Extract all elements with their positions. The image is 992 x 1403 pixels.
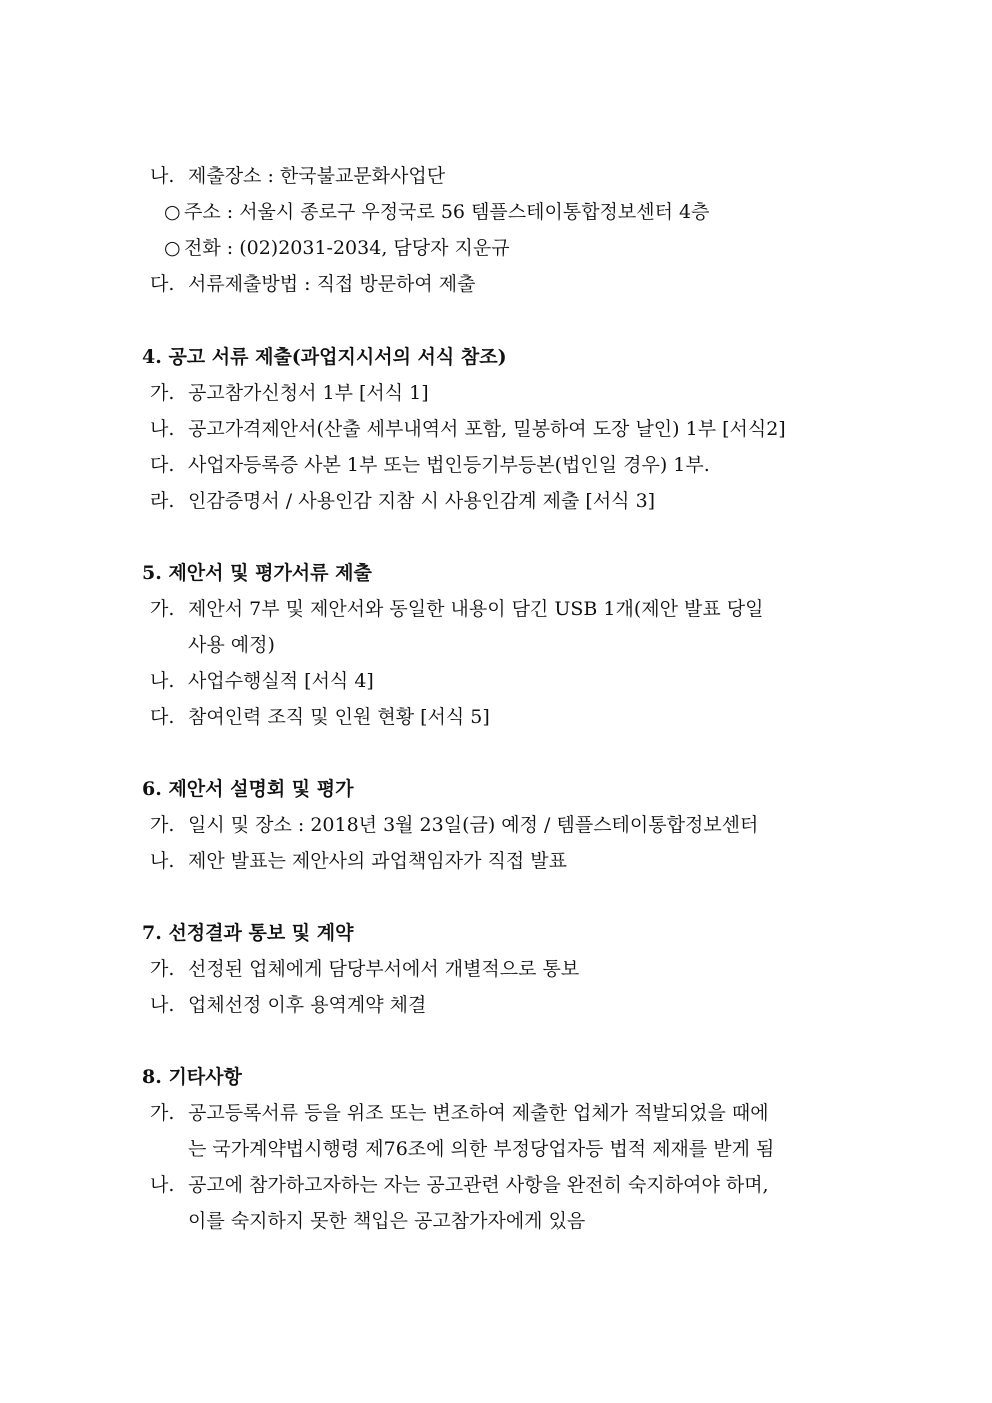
phone-text: 전화 : (02)2031-2034, 담당자 지운규: [184, 237, 510, 259]
section-5-heading: 5. 제안서 및 평가서류 제출: [142, 562, 372, 584]
item-marker: 가.: [150, 958, 175, 980]
item-text: 공고가격제안서(산출 세부내역서 포함, 밀봉하여 도장 날인) 1부 [서식2]: [188, 418, 786, 440]
item-marker: 나.: [150, 994, 175, 1016]
sec4-item-ra: [150, 489, 655, 513]
bullet-icon: ○: [164, 237, 181, 259]
item-marker: 가.: [150, 1102, 175, 1124]
section-4-heading: 4. 공고 서류 제출(과업지시서의 서식 참조): [142, 346, 507, 368]
item-text: 참여인력 조직 및 인원 현황 [서식 5]: [188, 706, 490, 728]
item-marker: 나.: [150, 165, 175, 187]
item-marker: 가.: [150, 598, 175, 620]
sec3-phone: [164, 236, 510, 260]
item-marker: 가.: [150, 814, 175, 836]
sec5-item-na: [150, 669, 374, 693]
sec5-item-da: [150, 705, 490, 729]
sec3-item-da: [150, 272, 476, 296]
item-marker: 나.: [150, 1174, 175, 1196]
item-text: 공고에 참가하고자하는 자는 공고관련 사항을 완전히 숙지하여야 하며,: [188, 1174, 769, 1196]
sec4-item-da: [150, 453, 710, 477]
item-marker: 나.: [150, 418, 175, 440]
item-text: 제안 발표는 제안사의 과업책임자가 직접 발표: [188, 850, 567, 872]
item-text: 업체선정 이후 용역계약 체결: [188, 994, 427, 1016]
section-7-heading: 7. 선정결과 통보 및 계약: [142, 922, 354, 944]
sec4-item-na: [150, 417, 786, 441]
sec6-item-na: [150, 849, 567, 873]
sec7-item-na: [150, 993, 426, 1017]
sec8-item-ga: [150, 1101, 769, 1125]
item-text: 공고등록서류 등을 위조 또는 변조하여 제출한 업체가 적발되었을 때에: [188, 1102, 769, 1124]
sec6-item-ga: [150, 813, 758, 837]
sec3-address: [164, 200, 709, 224]
item-marker: 나.: [150, 670, 175, 692]
item-text: 공고참가신청서 1부 [서식 1]: [188, 382, 429, 404]
item-text: 제안서 7부 및 제안서와 동일한 내용이 담긴 USB 1개(제안 발표 당일: [188, 598, 764, 620]
item-marker: 다.: [150, 454, 175, 476]
sec7-item-ga: [150, 957, 579, 981]
sec5-item-ga-continued: 사용 예정): [188, 634, 275, 656]
section-6-heading: 6. 제안서 설명회 및 평가: [142, 778, 354, 800]
item-text: 제출장소 : 한국불교문화사업단: [188, 165, 446, 187]
item-marker: 다.: [150, 273, 175, 295]
address-text: 주소 : 서울시 종로구 우정국로 56 템플스테이통합정보센터 4층: [184, 201, 710, 223]
item-text: 인감증명서 / 사용인감 지참 시 사용인감계 제출 [서식 3]: [188, 490, 656, 512]
item-text: 일시 및 장소 : 2018년 3월 23일(금) 예정 / 템플스테이통합정보센터: [188, 814, 759, 836]
section-8-heading: 8. 기타사항: [142, 1066, 242, 1088]
sec8-item-ga-continued: 는 국가계약법시행령 제76조에 의한 부정당업자등 법적 제재를 받게 됨: [188, 1138, 775, 1160]
sec5-item-ga: [150, 597, 763, 621]
item-text: 서류제출방법 : 직접 방문하여 제출: [188, 273, 476, 295]
item-marker: 다.: [150, 706, 175, 728]
item-marker: 라.: [150, 490, 175, 512]
item-text: 사업자등록증 사본 1부 또는 법인등기부등본(법인일 경우) 1부.: [188, 454, 710, 476]
item-text: 선정된 업체에게 담당부서에서 개별적으로 통보: [188, 958, 580, 980]
sec4-item-ga: [150, 381, 429, 405]
item-marker: 나.: [150, 850, 175, 872]
sec8-item-na-continued: 이를 숙지하지 못한 책입은 공고참가자에게 있음: [188, 1210, 586, 1232]
sec8-item-na: [150, 1173, 769, 1197]
item-text: 사업수행실적 [서식 4]: [188, 670, 374, 692]
item-marker: 가.: [150, 382, 175, 404]
bullet-icon: ○: [164, 201, 181, 223]
sec3-item-na: [150, 164, 445, 188]
